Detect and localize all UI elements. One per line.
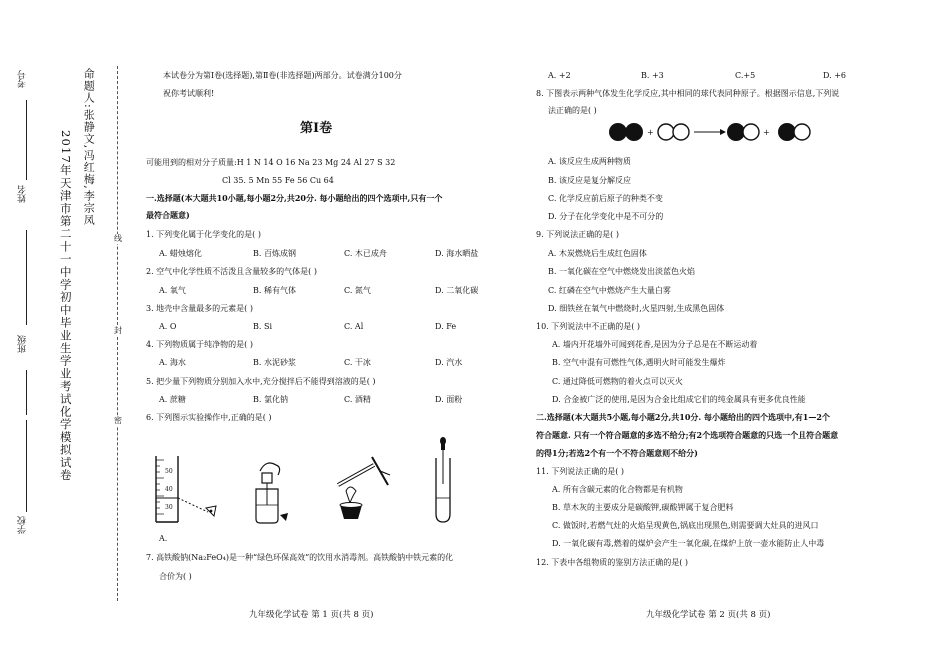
q6-scale-30: 30	[165, 504, 173, 511]
question-7-stem: 7. 高铁酸钠(Na₂FeO₄)是一种“绿色环保高效”的饮用水消毒剂。高铁酸钠中铁元素的化	[146, 553, 454, 562]
q9-option-d[interactable]: D. 细铁丝在氧气中燃烧时,火星四射,生成黑色固体	[548, 304, 725, 313]
question-9-stem: 9. 下列说法正确的是( )	[536, 230, 619, 239]
q11-option-a[interactable]: A. 所有含碳元素的化合物都是有机物	[552, 485, 683, 494]
question-8-stem: 8. 下图表示两种气体发生化学反应,其中相同的球代表同种原子。根据图示信息,下列说	[536, 89, 840, 98]
q4-option-c[interactable]: C. 干冰	[344, 358, 371, 367]
section-2-heading-2: 符合题意. 只有一个符合题意的多选不给分;有2个选项符合题意的只选一个且符合题意	[536, 430, 839, 440]
q1-option-c[interactable]: C. 木已成舟	[344, 249, 387, 258]
q7-option-c[interactable]: C.+5	[735, 71, 756, 80]
question-1-stem: 1. 下列变化属于化学变化的是( )	[146, 230, 261, 239]
q2-option-b[interactable]: B. 稀有气体	[253, 286, 296, 295]
page-1-footer: 九年级化学试卷 第 1 页(共 8 页)	[249, 610, 374, 620]
class-label: 班级	[18, 335, 28, 353]
q8-plus-sign-1: +	[647, 128, 654, 137]
q6-figure-c-heating-setup	[328, 445, 398, 530]
question-7-stem-2: 合价为( )	[159, 572, 192, 581]
seal-char-dense: 密	[114, 416, 122, 425]
q3-option-c[interactable]: C. Al	[344, 322, 364, 331]
section-1-heading-2: 最符合题意)	[146, 210, 190, 220]
q6-scale-40: 40	[165, 486, 173, 493]
q5-option-b[interactable]: B. 氯化钠	[253, 395, 288, 404]
q2-option-c[interactable]: C. 氮气	[344, 286, 371, 295]
reactant-1-atom-2	[625, 123, 643, 141]
q10-option-c[interactable]: C. 通过降低可燃物的着火点可以灭火	[552, 377, 683, 386]
question-4-stem: 4. 下列物质属于纯净物的是( )	[146, 340, 253, 349]
q4-option-d[interactable]: D. 汽水	[435, 358, 463, 367]
q10-option-b[interactable]: B. 空气中混有可燃性气体,遇明火时可能发生爆炸	[552, 358, 726, 367]
seal-char-line: 线	[114, 234, 122, 243]
question-5-stem: 5. 把少量下列物质分别加入水中,充分搅拌后不能得到溶液的是( )	[146, 377, 376, 386]
q2-option-d[interactable]: D. 二氧化碳	[435, 286, 479, 295]
volume-title: 第Ⅰ卷	[300, 121, 333, 136]
q1-option-a[interactable]: A. 蜡烛熔化	[159, 249, 202, 258]
q4-option-a[interactable]: A. 海水	[159, 358, 186, 367]
product-1-atom-1	[727, 123, 745, 141]
q9-option-b[interactable]: B. 一氧化碳在空气中燃烧发出淡蓝色火焰	[548, 267, 695, 276]
atomic-mass-line-1: 可能用到的相对分子质量:H 1 N 14 O 16 Na 23 Mg 24 Al 27 S 32	[146, 158, 396, 167]
q3-option-d[interactable]: D. Fe	[435, 322, 457, 331]
name-label: 姓名	[18, 185, 28, 203]
q8-reaction-diagram	[608, 120, 828, 146]
intro-line-1: 本试卷分为第Ⅰ卷(选择题),第Ⅱ卷(非选择题)两部分。试卷满分100分	[163, 71, 402, 80]
q7-option-a[interactable]: A. +2	[548, 71, 571, 80]
question-2-stem: 2. 空气中化学性质不活泼且含量较多的气体是( )	[146, 267, 317, 276]
intro-line-2: 祝你考试顺利!	[163, 89, 215, 98]
q5-option-c[interactable]: C. 酒精	[344, 395, 371, 404]
seal-char-seal: 封	[114, 326, 122, 335]
section-1-heading: 一.选择题(本大题共10小题,每小题2分,共20分. 每小题给出的四个选项中,只有一个	[146, 193, 443, 203]
product-2-atom-1	[778, 123, 796, 141]
q7-option-d[interactable]: D. +6	[823, 71, 847, 80]
q11-option-d[interactable]: D. 一氧化碳有毒,燃着的煤炉会产生一氧化碳,在煤炉上放一壶水能防止人中毒	[552, 539, 825, 548]
q8-option-c[interactable]: C. 化学反应前后原子的种类不变	[548, 194, 663, 203]
exam-no-label: 考号	[18, 70, 28, 88]
school-label: 学校	[18, 516, 28, 534]
q11-option-c[interactable]: C. 做饭时,若燃气灶的火焰呈现黄色,锅底出现黑色,则需要调大灶具的进风口	[552, 521, 819, 530]
q6-option-a[interactable]: A.	[159, 534, 168, 543]
q1-option-d[interactable]: D. 海水晒盐	[435, 249, 479, 258]
section-2-heading: 二.选择题(本大题共5小题,每小题2分,共10分. 每小题给出的四个选项中,有1—2个	[536, 412, 830, 422]
q8-option-d[interactable]: D. 分子在化学变化中是不可分的	[548, 212, 664, 221]
q6-figure-a-cylinder-reading	[150, 450, 230, 530]
q3-option-a[interactable]: A. O	[159, 322, 177, 331]
question-12-stem: 12. 下表中各组物质的鉴别方法正确的是( )	[536, 558, 689, 567]
name-blank-line	[26, 100, 27, 180]
reactant-2-atom-1	[658, 124, 674, 140]
question-6-stem: 6. 下列图示实验操作中,正确的是( )	[146, 413, 272, 422]
q6-figure-d-test-tube	[428, 436, 458, 526]
page-2-footer: 九年级化学试卷 第 2 页(共 8 页)	[646, 610, 771, 620]
q4-option-b[interactable]: B. 水泥砂浆	[253, 358, 296, 367]
product-1-atom-2	[743, 124, 759, 140]
school-blank-line	[26, 420, 27, 512]
q9-option-c[interactable]: C. 红磷在空气中燃烧产生大量白雾	[548, 286, 671, 295]
q5-option-d[interactable]: D. 面粉	[435, 395, 463, 404]
q8-option-b[interactable]: B. 该反应是复分解反应	[548, 176, 631, 185]
q5-option-a[interactable]: A. 蔗糖	[159, 395, 186, 404]
q8-plus-sign-2: +	[763, 128, 770, 137]
q7-option-b[interactable]: B. +3	[641, 71, 664, 80]
q2-option-a[interactable]: A. 氧气	[159, 286, 186, 295]
q6-scale-50: 50	[165, 468, 173, 475]
exam-title-vertical: 2017年天津市第二十一中学初中毕业生学业考试化学模拟试卷	[58, 130, 73, 482]
q3-option-b[interactable]: B. Si	[253, 322, 273, 331]
q9-option-a[interactable]: A. 木炭燃烧后生成红色固体	[548, 249, 647, 258]
q11-option-b[interactable]: B. 草木灰的主要成分是碳酸钾,碳酸钾属于复合肥料	[552, 503, 734, 512]
atomic-mass-line-2: Cl 35. 5 Mn 55 Fe 56 Cu 64	[222, 176, 334, 185]
question-8-stem-2: 法正确的是( )	[548, 106, 597, 115]
product-2-atom-2	[794, 124, 810, 140]
reactant-1-atom-1	[609, 123, 627, 141]
q10-option-a[interactable]: A. 墙内开花墙外可闻到花香,是因为分子总是在不断运动着	[552, 340, 758, 349]
reactant-2-atom-2	[673, 124, 689, 140]
section-2-heading-3: 的得1分;若选2个有一个不符合题意则不给分)	[536, 448, 698, 458]
question-11-stem: 11. 下列说法正确的是( )	[536, 467, 625, 476]
question-3-stem: 3. 地壳中含量最多的元素是( )	[146, 304, 253, 313]
class-blank-line	[26, 370, 27, 415]
q8-option-a[interactable]: A. 该反应生成两种物质	[548, 157, 631, 166]
q6-figure-b-dropper-bottle	[242, 455, 302, 530]
q10-option-d[interactable]: D. 合金被广泛的使用,是因为合金比组成它们的纯金属具有更多优良性能	[552, 395, 806, 404]
question-10-stem: 10. 下列说法中不正确的是( )	[536, 322, 641, 331]
authors-vertical: 命题人:张静文,冯红梅,李宗凤	[82, 68, 96, 226]
q1-option-b[interactable]: B. 百炼成钢	[253, 249, 296, 258]
class-blank-line-2	[26, 230, 27, 325]
